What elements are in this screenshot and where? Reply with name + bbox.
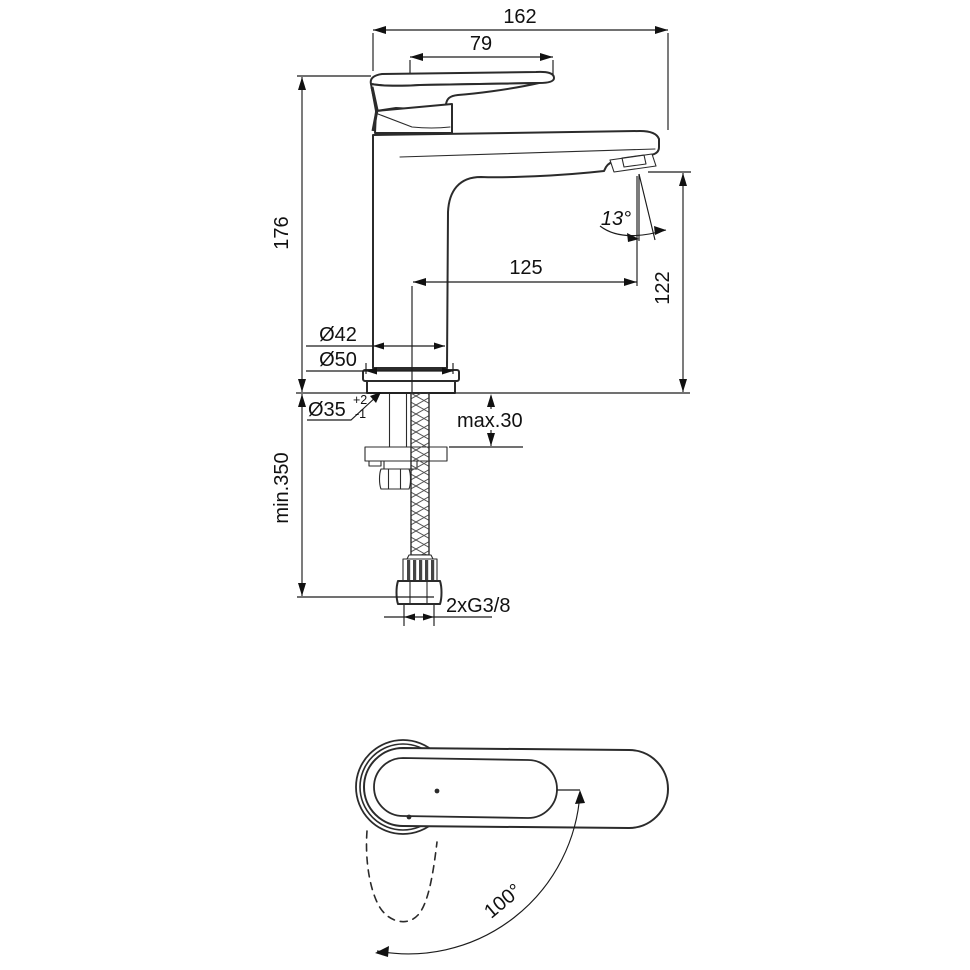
handle-dashed-position: [367, 831, 438, 922]
handle-dot-2: [407, 815, 412, 820]
handle-top-face: [374, 758, 557, 818]
dim-min-hose-length: min.350: [271, 452, 293, 524]
dim-supply-connection: 2xG3/8: [446, 595, 511, 617]
dim-hole-diameter: Ø35: [308, 399, 346, 421]
braided-hose: [411, 393, 429, 555]
top-view-handle: [356, 740, 668, 957]
dim-max-deck-thickness: max.30: [457, 410, 523, 432]
dim-outlet-height: 122: [652, 271, 674, 305]
escutcheon-base: [367, 381, 455, 393]
dimensions-front: [271, 6, 691, 626]
hose-hex-nut: [397, 581, 442, 604]
mounting-plate: [365, 447, 447, 461]
dim-hole-tol-plus: +2: [353, 393, 368, 407]
dim-handle-length: 79: [469, 33, 493, 55]
base-flare: [373, 362, 447, 368]
dim-hole-tol-minus: -1: [355, 407, 367, 421]
mounting-plate-notch: [369, 461, 381, 466]
under-counter-hardware: [365, 393, 447, 604]
dim-spout-reach: 125: [509, 257, 543, 279]
dim-total-height: 176: [271, 216, 293, 250]
dim-body-diameter: Ø42: [319, 324, 357, 346]
dim-swivel-angle: 100°: [480, 879, 527, 924]
hose-crimp: [407, 555, 433, 559]
angle-13-slanted: [639, 174, 655, 240]
lever-grip: [371, 83, 539, 111]
dim-outlet-angle: 13°: [600, 208, 632, 230]
dim-base-diameter: Ø50: [319, 349, 357, 371]
dim-total-length: 162: [503, 6, 537, 28]
mounting-nut: [380, 469, 411, 489]
handle-dot-1: [435, 789, 440, 794]
